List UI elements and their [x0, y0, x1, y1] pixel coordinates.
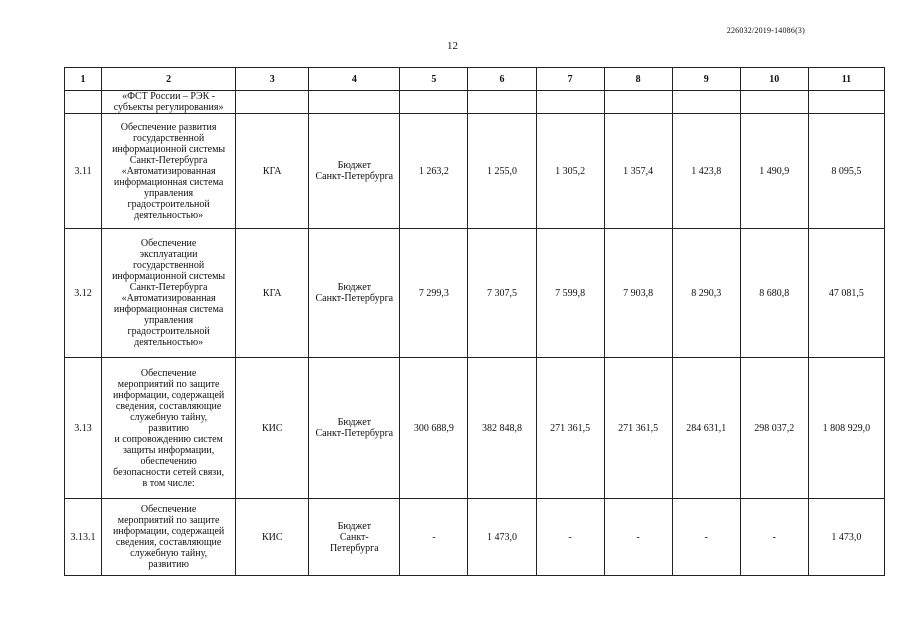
value-cell: -: [604, 499, 672, 576]
value-cell: 1 263,2: [400, 114, 468, 229]
column-header-3: 3: [236, 68, 309, 91]
value-cell: 271 361,5: [536, 358, 604, 499]
funding-source-cell: Бюджет Санкт-Петербурга: [309, 229, 400, 358]
value-cell: 300 688,9: [400, 358, 468, 499]
budget-table: [64, 67, 885, 576]
total-cell: 8 095,5: [808, 114, 884, 229]
row-number-cell: 3.11: [65, 114, 102, 229]
column-header-6: 6: [468, 68, 536, 91]
table-row: [65, 229, 885, 358]
total-cell: 1 473,0: [808, 499, 884, 576]
value-cell: 7 307,5: [468, 229, 536, 358]
column-header-4: 4: [309, 68, 400, 91]
table-row: [65, 358, 885, 499]
column-header-8: 8: [604, 68, 672, 91]
value-cell: 1 255,0: [468, 114, 536, 229]
value-cell: 8 680,8: [740, 229, 808, 358]
value-cell: 1 423,8: [672, 114, 740, 229]
funding-source-cell: Бюджет Санкт-Петербурга: [309, 114, 400, 229]
empty-cell: [468, 91, 536, 114]
funding-source-cell: Бюджет Санкт- Петербурга: [309, 499, 400, 576]
empty-cell: [604, 91, 672, 114]
column-header-11: 11: [808, 68, 884, 91]
funding-source-cell: Бюджет Санкт-Петербурга: [309, 358, 400, 499]
executor-cell: КИС: [236, 499, 309, 576]
empty-cell: [740, 91, 808, 114]
value-cell: -: [740, 499, 808, 576]
description-cell: «ФСТ России – РЭК - субъекты регулирования»: [102, 91, 236, 114]
column-header-1: 1: [65, 68, 102, 91]
header-row: [65, 68, 885, 91]
value-cell: -: [536, 499, 604, 576]
empty-cell: [536, 91, 604, 114]
value-cell: -: [672, 499, 740, 576]
value-cell: 298 037,2: [740, 358, 808, 499]
column-header-9: 9: [672, 68, 740, 91]
document-id: 226032/2019-14086(3): [726, 26, 805, 35]
empty-cell: [309, 91, 400, 114]
table-row: [65, 499, 885, 576]
value-cell: 7 299,3: [400, 229, 468, 358]
executor-cell: КИС: [236, 358, 309, 499]
column-header-2: 2: [102, 68, 236, 91]
empty-cell: [808, 91, 884, 114]
value-cell: 7 599,8: [536, 229, 604, 358]
value-cell: 1 357,4: [604, 114, 672, 229]
executor-cell: КГА: [236, 229, 309, 358]
description-cell: Обеспечение мероприятий по защите информации, содержащей сведения, составляющие служебную тайну, развитию и сопровождению систем защиты информации, обеспечению безопасности сетей связи, в том числе:: [102, 358, 236, 499]
empty-cell: [672, 91, 740, 114]
value-cell: 7 903,8: [604, 229, 672, 358]
value-cell: 284 631,1: [672, 358, 740, 499]
value-cell: 1 305,2: [536, 114, 604, 229]
value-cell: 382 848,8: [468, 358, 536, 499]
empty-cell: [236, 91, 309, 114]
table-row: [65, 114, 885, 229]
description-cell: Обеспечение эксплуатации государственной информационной системы Санкт-Петербурга «Автоматизированная информационная система управления градостроительной деятельностью»: [102, 229, 236, 358]
row-number-cell: 3.13: [65, 358, 102, 499]
empty-cell: [400, 91, 468, 114]
row-number-cell: [65, 91, 102, 114]
total-cell: 47 081,5: [808, 229, 884, 358]
value-cell: 8 290,3: [672, 229, 740, 358]
column-header-7: 7: [536, 68, 604, 91]
page-number: 12: [447, 40, 458, 52]
column-header-10: 10: [740, 68, 808, 91]
total-cell: 1 808 929,0: [808, 358, 884, 499]
row-number-cell: 3.13.1: [65, 499, 102, 576]
continuation-row: [65, 91, 885, 114]
value-cell: 1 473,0: [468, 499, 536, 576]
executor-cell: КГА: [236, 114, 309, 229]
row-number-cell: 3.12: [65, 229, 102, 358]
value-cell: 271 361,5: [604, 358, 672, 499]
description-cell: Обеспечение мероприятий по защите информации, содержащей сведения, составляющие служебную тайну, развитию: [102, 499, 236, 576]
value-cell: 1 490,9: [740, 114, 808, 229]
description-cell: Обеспечение развития государственной информационной системы Санкт-Петербурга «Автоматизированная информационная система управления градостроительной деятельностью»: [102, 114, 236, 229]
value-cell: -: [400, 499, 468, 576]
column-header-5: 5: [400, 68, 468, 91]
